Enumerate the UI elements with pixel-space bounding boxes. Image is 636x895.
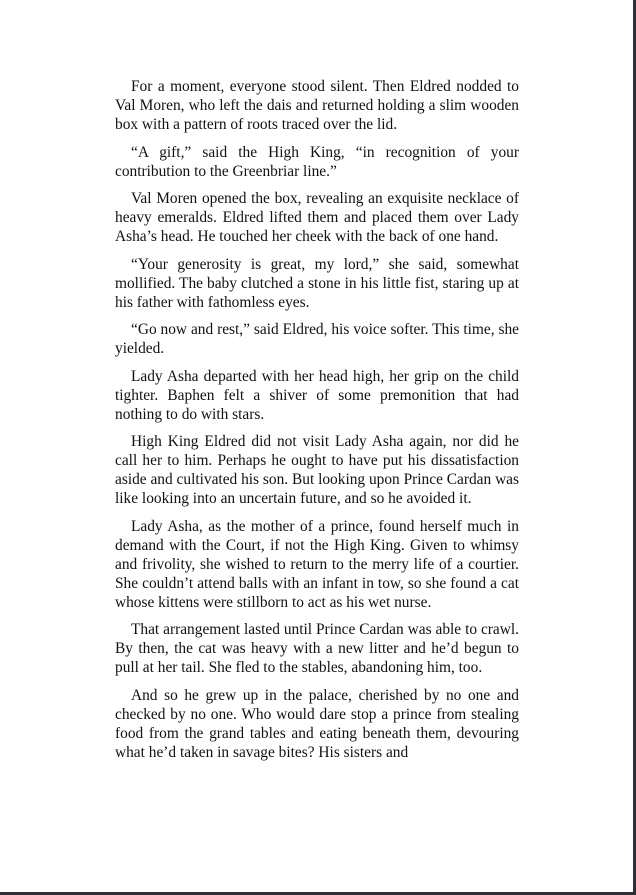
paragraph: Val Moren opened the box, revealing an exquisite necklace of heavy emeralds. Eldred lifted them and placed them over Lady Asha’s head. He touched her cheek with the back of one hand. xyxy=(115,190,519,245)
paragraph: “Go now and rest,” said Eldred, his voice softer. This time, she yielded. xyxy=(115,321,519,357)
body-text xyxy=(115,77,519,770)
paragraph: High King Eldred did not visit Lady Asha again, nor did he call her to him. Perhaps he ought to have put his dissatisfaction aside and cultivated his son. But looking upon Prince Cardan was like looking into an uncertain future, and so he avoided it. xyxy=(115,433,519,507)
paragraph: “Your generosity is great, my lord,” she said, somewhat mollified. The baby clutched a stone in his little fist, staring up at his father with fathomless eyes. xyxy=(115,255,519,311)
paragraph: That arrangement lasted until Prince Cardan was able to crawl. By then, the cat was heavy with a new litter and he’d begun to pull at her tail. She fled to the stables, abandoning him, too. xyxy=(115,621,519,676)
paragraph: Lady Asha departed with her head high, her grip on the child tighter. Baphen felt a shiver of some premonition that had nothing to do with stars. xyxy=(115,367,519,423)
paragraph: Lady Asha, as the mother of a prince, found herself much in demand with the Court, if not the High King. Given to whimsy and frivolity, she wished to return to the merry life of a courtier. She couldn’t attend balls with an infant in tow, so she found a cat whose kittens were stillborn to act as his wet nurse. xyxy=(115,517,519,611)
paragraph: For a moment, everyone stood silent. Then Eldred nodded to Val Moren, who left the dais and returned holding a slim wooden box with a pattern of roots traced over the lid. xyxy=(115,78,519,133)
paragraph: “A gift,” said the High King, “in recognition of your contribution to the Greenbriar line.” xyxy=(115,143,519,180)
paragraph: And so he grew up in the palace, cherished by no one and checked by no one. Who would dare stop a prince from stealing food from the grand tables and eating beneath them, devouring what he’d taken in savage bites? His sisters and xyxy=(115,686,519,761)
